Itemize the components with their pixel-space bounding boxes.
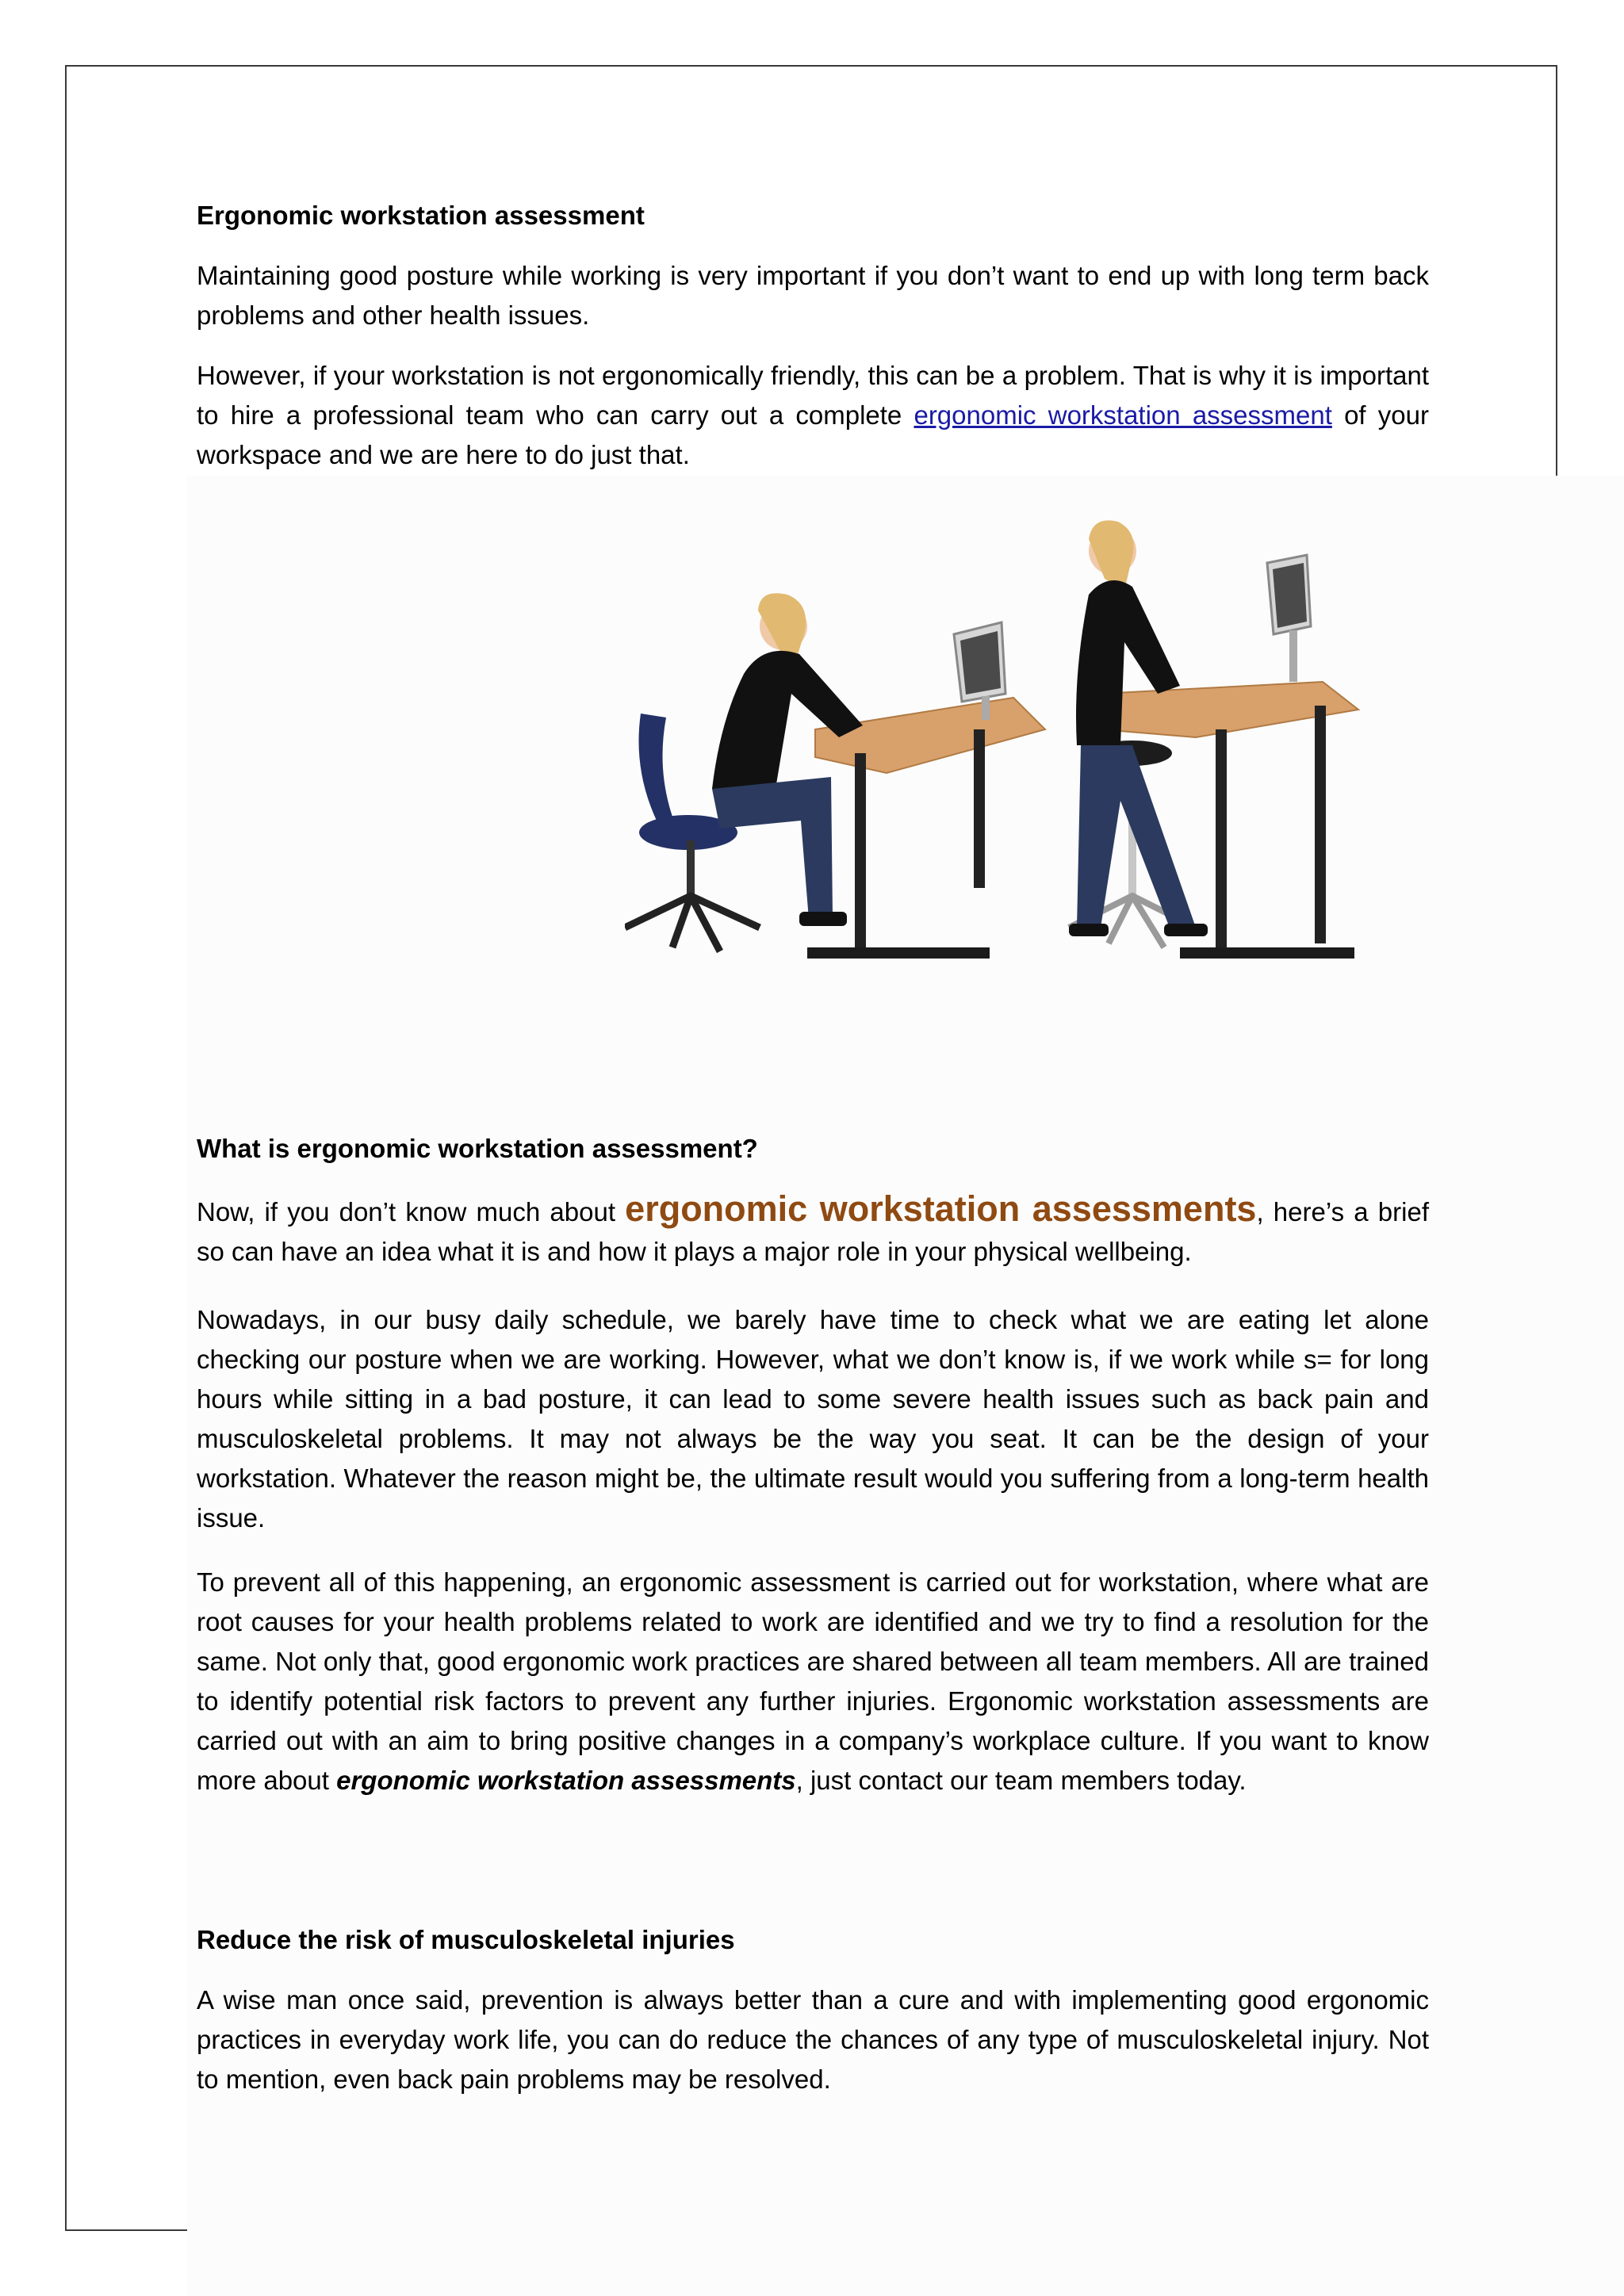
what-is-paragraph-3 [197, 1563, 1429, 1800]
intro-paragraph-2-text-after: of your workspace and we are here to do just that. [197, 400, 1429, 469]
highlighted-keyword: ergonomic workstation assessments [625, 1188, 1257, 1229]
ergonomic-assessment-link[interactable]: ergonomic workstation assessment [914, 400, 1332, 430]
reduce-paragraph-1: A wise man once said, prevention is always better than a cure and with implementing good ergonomic practices in everyday work life, you can do reduce the chances of any type of musculoskeletal injury. Not to mention, even back pain problems may be resolved. [197, 1985, 1429, 2094]
heading-ergonomic-assessment: Ergonomic workstation assessment [197, 201, 645, 230]
what-is-paragraph-1-text-before: Now, if you don’t know much about [197, 1197, 626, 1226]
standing-workstation-figure [1069, 520, 1358, 959]
heading-what-is-assessment: What is ergonomic workstation assessment? [197, 1134, 758, 1163]
emphasized-keyword: ergonomic workstation assessments [336, 1766, 796, 1795]
intro-paragraph-2-text-before: However, if your workstation is not ergonomically friendly, this can be a problem. That is why it is important to hire a professional team who can carry out a complete [197, 361, 1429, 430]
what-is-paragraph-1 [197, 1189, 1429, 1272]
heading-reduce-risk: Reduce the risk of musculoskeletal injuries [197, 1925, 735, 1954]
what-is-paragraph-3-text-after: , just contact our team members today. [795, 1766, 1247, 1795]
workstation-illustration [625, 515, 1402, 1031]
intro-paragraph-2 [197, 356, 1429, 475]
seated-workstation-figure [625, 593, 1045, 959]
what-is-paragraph-1-text-after: , here’s a brief so can have an idea what it is and how it plays a major role in your physical wellbeing. [197, 1197, 1429, 1266]
what-is-paragraph-3-text-before: To prevent all of this happening, an ergonomic assessment is carried out for workstation, where what are root causes for your health problems related to work are identified and we try to find a resolution for the same. Not only that, good ergonomic work practices are shared between all team members. All are trained to identify potential risk factors to prevent any further injuries. Ergonomic workstation assessments are carried out with an aim to bring positive changes in a company’s workplace culture. If you want to know more about [197, 1567, 1429, 1795]
intro-paragraph-1: Maintaining good posture while working is very important if you don’t want to end up with long term back problems and other health issues. [197, 261, 1429, 330]
what-is-paragraph-2: Nowadays, in our busy daily schedule, we barely have time to check what we are eating let alone checking our posture when we are working. However, what we don’t know is, if we work while s= for long hours while sitting in a bad posture, it can lead to some severe health issues such as back pain and musculoskeletal problems. It may not always be the way you seat. It can be the design of your workstation. Whatever the reason might be, the ultimate result would you suffering from a long-term health issue. [197, 1305, 1429, 1533]
